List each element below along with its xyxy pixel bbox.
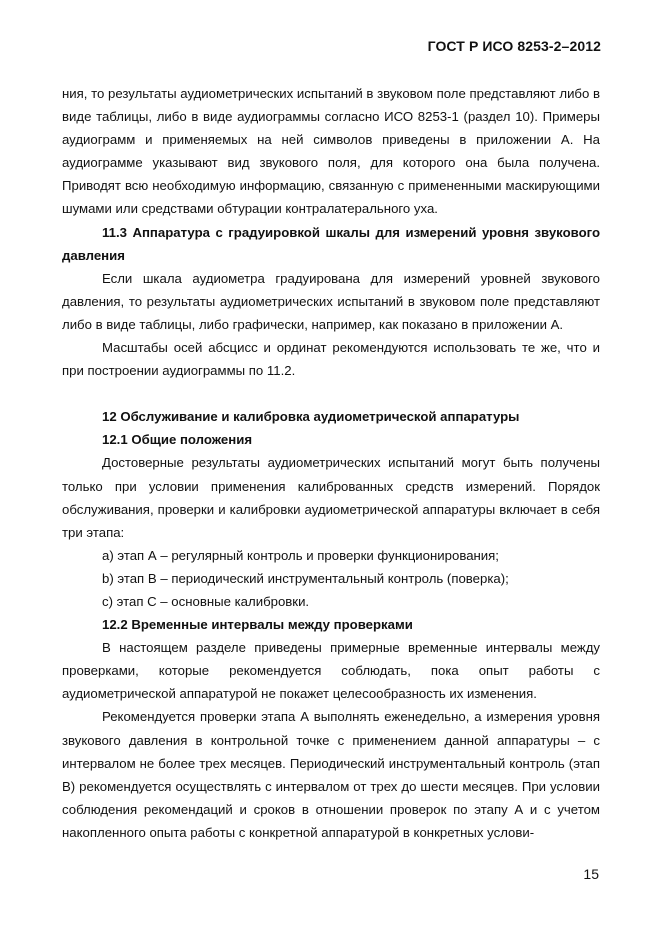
section-heading-11-3: 11.3 Аппаратура с градуировкой шкалы для измерений уровня звукового давления: [62, 224, 600, 263]
paragraph-continuation: ния, то результаты аудиометрических испытаний в звуковом поле представляют либо в виде таблицы, либо в виде аудиограммы согласно ИСО 8253-1 (раздел 10). Примеры аудиограмм и применяемых на ней символов приведены в приложении А. На аудиограмме указывают вид звукового поля, для которого она была получена. Приводят всю необходимую информацию, связанную с примененными маскирующими шумами или средствами обтурации контралатерального уха.: [62, 86, 600, 217]
page-number: 15: [583, 866, 599, 882]
paragraph-intervals-intro: В настоящем разделе приведены примерные временные интервалы между проверками, которые рекомендуется соблюдать, пока опыт работы с аудиометрической аппаратурой не покажет целесообразность их изменения.: [62, 640, 600, 702]
page-body: [62, 82, 600, 844]
paragraph-general-provisions: Достоверные результаты аудиометрических испытаний могут быть получены только при условии применения калиброванных средств измерений. Порядок обслуживания, проверки и калибровки аудиометрической аппаратуры включает в себя три этапа:: [62, 455, 600, 540]
section-heading-12-1: 12.1 Общие положения: [102, 432, 253, 448]
paragraph-intervals-detail: Рекомендуется проверки этапа А выполнять еженедельно, а измерения уровня звукового давления в контрольной точке с применением данной аппаратуры – с интервалом не более трех месяцев. Периодический инструментальный контроль (этап В) рекомендуется осуществлять с интервалом от трех до шести месяцев. При условии соблюдения рекомендаций и сроков в отношении проверок по этапу А и с учетом накопленного опыта работы с конкретной аппаратурой в конкретных услови-: [62, 709, 600, 840]
paragraph-scale-calibration: Если шкала аудиометра градуирована для измерений уровней звукового давления, то результаты аудиометрических испытаний в звуковом поле представляют либо в виде таблицы, либо графически, например, как показано в приложении А.: [62, 270, 600, 332]
section-heading-12-2: 12.2 Временные интервалы между проверками: [102, 617, 413, 633]
paragraph-axis-scales: Масштабы осей абсцисс и ординат рекомендуются использовать те же, что и при построении аудиограммы по 11.2.: [62, 340, 600, 379]
document-header: ГОСТ Р ИСО 8253-2–2012: [427, 38, 601, 54]
list-item-stage-a: a) этап А – регулярный контроль и проверки функционирования;: [102, 547, 499, 563]
section-heading-12: 12 Обслуживание и калибровка аудиометрической аппаратуры: [102, 409, 520, 425]
list-item-stage-b: b) этап В – периодический инструментальный контроль (поверка);: [102, 570, 509, 586]
list-item-stage-c: c) этап С – основные калибровки.: [102, 593, 310, 609]
